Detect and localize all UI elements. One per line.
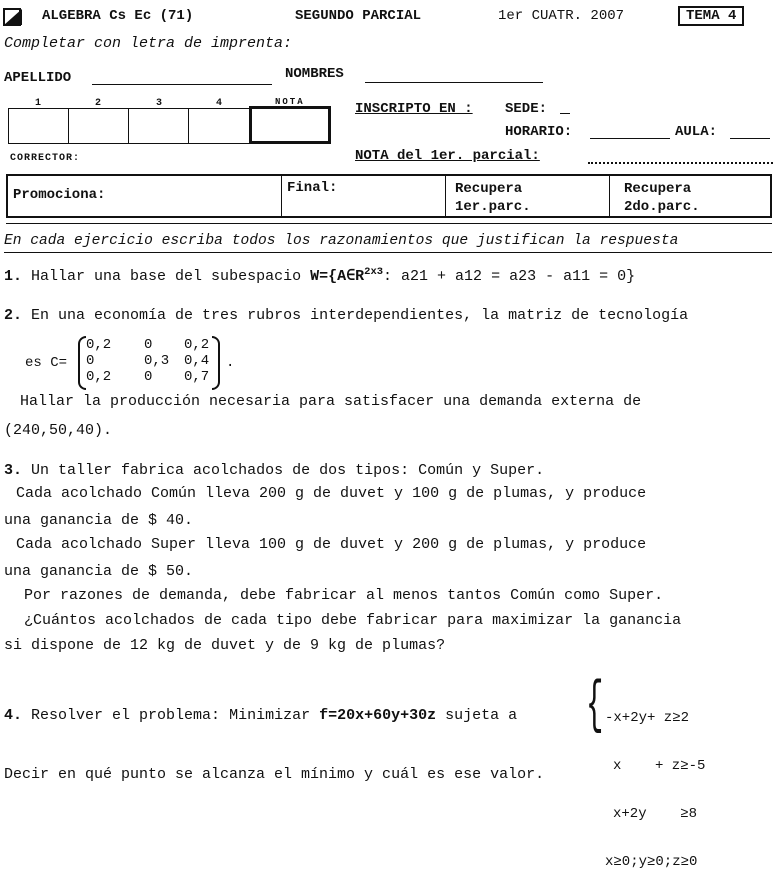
nota-label: NOTA — [275, 97, 305, 107]
exercise-4: 4. Resolver el problema: Minimizar f=20x+60y+30z sujeta a — [4, 707, 518, 724]
inscripto-label: INSCRIPTO EN : — [355, 101, 473, 117]
nota-parcial-label: NOTA del 1er. parcial: — [355, 148, 540, 164]
sede-field[interactable] — [560, 113, 570, 114]
exercise-2-line3: Hallar la producción necesaria para satisfacer una demanda externa de — [20, 393, 642, 410]
constraints: -x+2y+ z≥2 x + z≥-5 x+2y ≥8 x≥0;y≥0;z≥0 — [605, 710, 706, 870]
aula-label: AULA: — [675, 124, 718, 140]
grade-box-2[interactable] — [68, 108, 129, 144]
exercise-3-line3: una ganancia de $ 40. — [4, 512, 194, 529]
nombres-field[interactable] — [365, 82, 543, 83]
subject-title: ALGEBRA Cs Ec (71) — [42, 8, 194, 24]
matrix-c: 0,2 0 0,2 0 0,3 0,4 0,2 0 0,7 — [86, 337, 210, 385]
exercise-3-line7: ¿Cuántos acolchados de cada tipo debe fabricar para maximizar la ganancia — [24, 612, 682, 629]
intro-text: En cada ejercicio escriba todos los razonamientos que justifican la respuesta — [4, 233, 679, 249]
logo-icon — [2, 6, 24, 26]
horario-label: HORARIO: — [505, 124, 573, 140]
aula-field[interactable] — [730, 138, 770, 139]
status-recupera-2: Recupera 2do.parc. — [624, 181, 700, 215]
exercise-4-final: Decir en qué punto se alcanza el mínimo y cuál es ese valor. — [4, 766, 545, 783]
status-promociona: Promociona: — [13, 187, 106, 203]
sede-label: SEDE: — [505, 101, 548, 117]
nota-box[interactable] — [249, 106, 331, 144]
exercise-3-line1: 3. Un taller fabrica acolchados de dos tipos: Común y Super. — [4, 462, 545, 479]
status-recupera-1: Recupera 1er.parc. — [455, 181, 531, 215]
nota-parcial-dots[interactable] — [588, 152, 773, 164]
exercise-2-line4: (240,50,40). — [4, 422, 113, 439]
apellido-label: APELLIDO — [4, 70, 72, 86]
exam-title: SEGUNDO PARCIAL — [295, 8, 422, 24]
apellido-field[interactable] — [92, 84, 272, 85]
exercise-2-es: es C= — [25, 355, 68, 371]
exercise-3-line5: una ganancia de $ 50. — [4, 563, 194, 580]
grade-col-2: 2 — [95, 98, 102, 109]
exercise-1: 1. Hallar una base del subespacio $W=\{A\in R^{2x3}$: a21 + a12 = a23 - a11 = 0} — [4, 266, 636, 285]
grade-col-3: 3 — [156, 98, 163, 109]
constraints-brace: { — [586, 674, 604, 739]
status-final: Final: — [287, 180, 338, 196]
exercise-3-line2: Cada acolchado Común lleva 200 g de duvet y 100 g de plumas, y produce — [16, 485, 647, 502]
exam-term: 1er CUATR. 2007 — [498, 8, 625, 24]
corrector-label: CORRECTOR: — [10, 153, 81, 164]
tema-badge: TEMA 4 — [678, 6, 744, 26]
grade-box-1[interactable] — [8, 108, 69, 144]
horario-field[interactable] — [590, 138, 670, 139]
form-instruction: Completar con letra de imprenta: — [4, 35, 293, 52]
exercise-3-line4: Cada acolchado Super lleva 100 g de duvet y 200 g de plumas, y produce — [16, 536, 647, 553]
exercise-2-line1: 2. En una economía de tres rubros interdependientes, la matriz de tecnología — [4, 307, 689, 324]
grade-box-4[interactable] — [188, 108, 250, 144]
grade-col-1: 1 — [35, 98, 42, 109]
nombres-label: NOMBRES — [285, 66, 344, 82]
exercise-3-line6: Por razones de demanda, debe fabricar al menos tantos Común como Super. — [24, 587, 664, 604]
exercise-3-line8: si dispone de 12 kg de duvet y de 9 kg de plumas? — [4, 637, 446, 654]
grade-col-4: 4 — [216, 98, 223, 109]
grade-box-3[interactable] — [128, 108, 189, 144]
